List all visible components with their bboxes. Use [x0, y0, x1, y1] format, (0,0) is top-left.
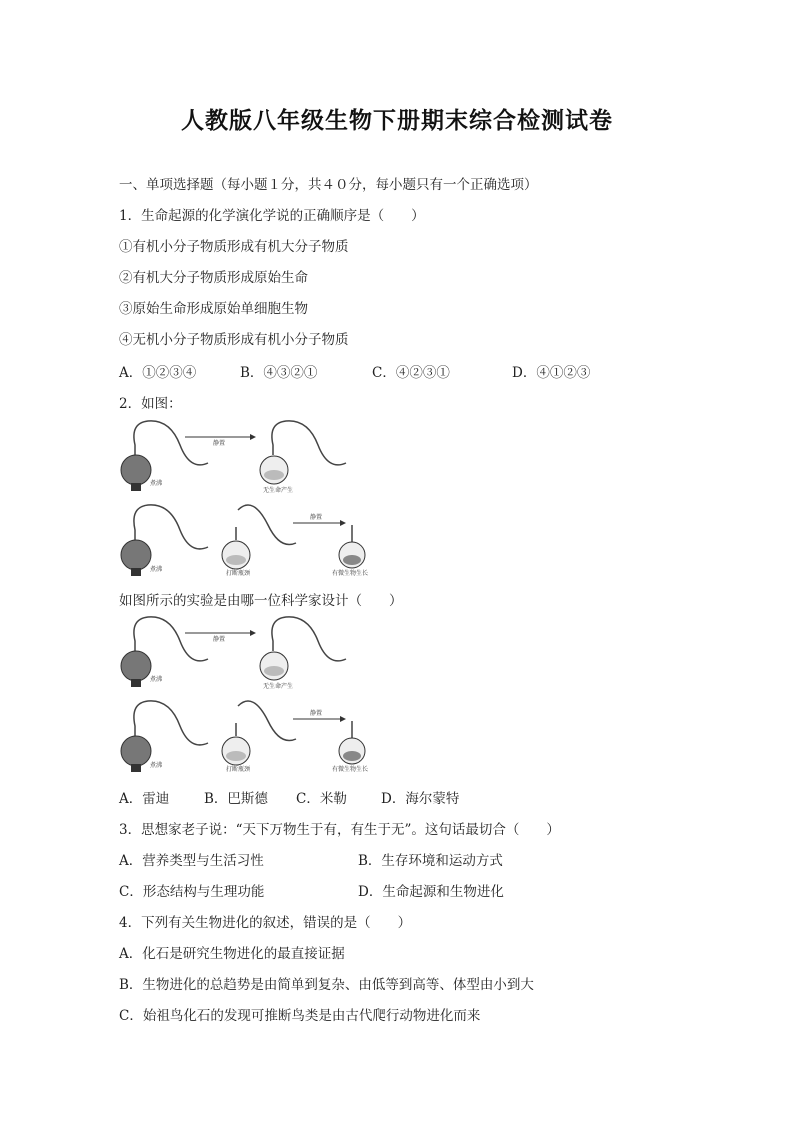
q2-option-a: A．雷迪 — [119, 791, 170, 807]
flask-boiling-icon — [121, 701, 208, 772]
q4-option-b: B．生物进化的总趋势是由简单到复杂、由低等到高等、体型由小到大 — [119, 977, 534, 993]
q3-option-c: C．形态结构与生理功能 — [119, 884, 265, 900]
q1-option-b: B．④③②① — [240, 365, 318, 381]
swan-neck-flask-figure-1 — [118, 415, 368, 585]
label-break-neck: 打断瓶颈 — [226, 766, 251, 773]
flask-boiling-icon — [121, 505, 208, 576]
q2-question: 如图所示的实验是由哪一位科学家设计（ ） — [119, 593, 403, 609]
flask-microbe-icon — [339, 721, 365, 764]
label-static: 静置 — [213, 440, 226, 447]
label-no-microbe: 无生命产生 — [263, 683, 294, 690]
label-boil: 煮沸 — [150, 676, 163, 683]
label-no-microbe: 无生命产生 — [263, 487, 294, 494]
flask-clear-icon — [260, 617, 346, 680]
swan-neck-flask-figure-2 — [118, 611, 368, 781]
q3-option-b: B．生存环境和运动方式 — [358, 853, 503, 869]
q1-item-4: ④无机小分子物质形成有机小分子物质 — [119, 332, 349, 348]
flask-broken-neck-icon — [222, 505, 296, 569]
q4-stem: 4．下列有关生物进化的叙述，错误的是（ ） — [119, 915, 412, 931]
q1-item-2: ②有机大分子物质形成原始生命 — [119, 270, 308, 286]
section-header: 一、单项选择题（每小题１分，共４０分，每小题只有一个正确选项） — [119, 177, 538, 193]
flask-broken-neck-icon — [222, 701, 296, 765]
label-break-neck: 打断瓶颈 — [226, 570, 251, 577]
flask-clear-icon — [260, 421, 346, 484]
q1-option-a: A．①②③④ — [119, 365, 197, 381]
q1-item-1: ①有机小分子物质形成有机大分子物质 — [119, 239, 349, 255]
label-microbe-grow: 有微生物生长 — [332, 570, 368, 577]
label-static-2: 静置 — [310, 710, 323, 717]
q3-option-a: A．营养类型与生活习性 — [119, 853, 264, 869]
flask-boiling-icon — [121, 617, 208, 687]
q3-option-d: D．生命起源和生物进化 — [358, 884, 504, 900]
q1-stem: 1．生命起源的化学演化学说的正确顺序是（ ） — [119, 208, 425, 224]
q2-stem: 2．如图： — [119, 396, 182, 412]
label-boil-2: 煮沸 — [150, 762, 163, 769]
label-boil-2: 煮沸 — [150, 566, 163, 573]
q2-option-c: C．米勒 — [296, 791, 347, 807]
label-static-2: 静置 — [310, 514, 323, 521]
flask-microbe-icon — [339, 525, 365, 568]
label-static: 静置 — [213, 636, 226, 643]
q1-option-c: C．④②③① — [372, 365, 450, 381]
q4-option-c: C．始祖鸟化石的发现可推断鸟类是由古代爬行动物进化而来 — [119, 1008, 481, 1024]
q1-item-3: ③原始生命形成原始单细胞生物 — [119, 301, 308, 317]
flask-boiling-icon — [121, 421, 208, 491]
q4-option-a: A．化石是研究生物进化的最直接证据 — [119, 946, 345, 962]
q2-option-b: B．巴斯德 — [204, 791, 268, 807]
label-microbe-grow: 有微生物生长 — [332, 766, 368, 773]
page-title: 人教版八年级生物下册期末综合检测试卷 — [181, 107, 613, 134]
label-boil: 煮沸 — [150, 480, 163, 487]
q1-option-d: D．④①②③ — [512, 365, 591, 381]
q3-stem: 3．思想家老子说：“天下万物生于有，有生于无”。这句话最切合（ ） — [119, 822, 560, 838]
q2-option-d: D．海尔蒙特 — [381, 791, 460, 807]
